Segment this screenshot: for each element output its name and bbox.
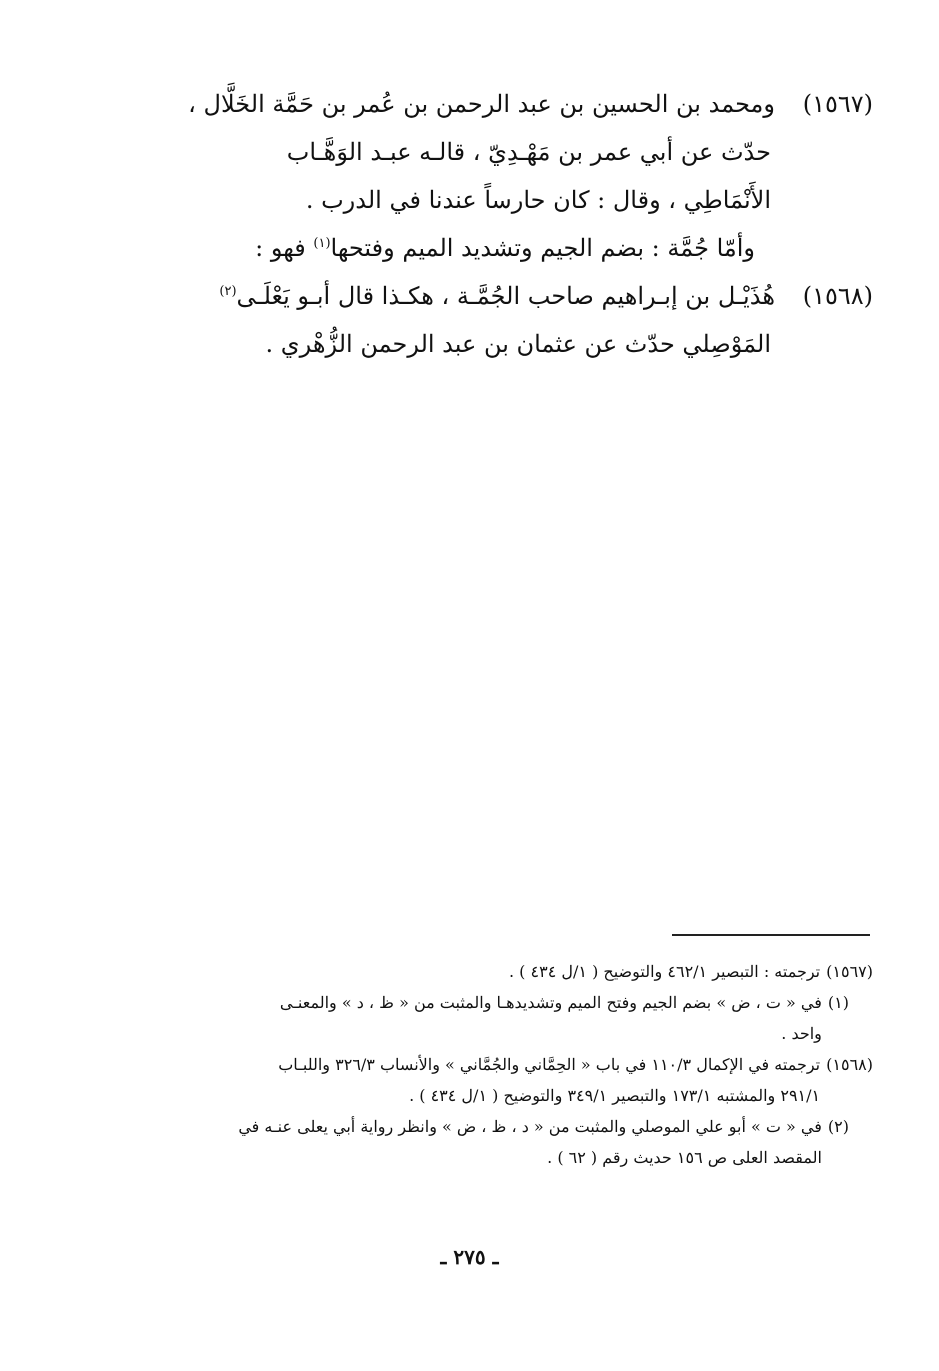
footnote-text [130,1049,820,1111]
jumma-text: وأمّا جُمَّة : بضم الجيم وتشديد الميم وفتحها [330,234,755,262]
footnote-text [130,1111,822,1173]
footnote-line: ترجمته : التبصير ٤٦٢/١ والتوضيح ( ١/ل ٤٣٤ ) . [509,962,821,981]
page-number: ـ ٢٧٥ ـ [440,1245,499,1269]
footnote-label: (٢) [827,1117,849,1136]
entry-number: (١٥٦٨) [802,282,873,310]
footnote-marker: (١) [313,236,331,251]
entry-line [160,272,775,320]
entry-line: ومحمد بن الحسين بن عبد الرحمن بن عُمر بن حَمَّة الخَلَّال ، [188,90,775,118]
entry-line: حدّث عن أبي عمر بن مَهْـدِيّ ، قالـه عبـد الوَهَّـاب [286,138,771,166]
footnote-line: ترجمته في الإكمال ١١٠/٣ في باب « الحِمَّاني والجُمَّاني » والأنساب ٣٢٦/٣ واللبـاب [278,1055,821,1074]
footnote-text [130,987,822,1049]
footnote-line: في « ت » أبو علي الموصلي والمثبت من « د ، ظ ، ض » وانظر رواية أبي يعلى عنـه في [238,1117,822,1136]
entry-body [160,80,775,272]
entry-line: الأَنْمَاطِي ، وقال : كان حارساً عندنا في الدرب . [305,186,771,214]
main-text [160,80,873,368]
footnote-text [130,956,820,987]
entry-line-text: هُذَيْـل بن إبـراهيم صاحب الجُمَّـة ، هكـذا قال أبـو يَعْلَـى [236,282,775,310]
jumma-text-end: فهو : [255,234,314,262]
footnote-label: (١٥٦٨) [826,1055,873,1074]
entry-1568 [160,272,873,368]
footnote [130,1049,873,1111]
footnote-line: واحد . [781,1024,822,1043]
footnote-label: (١٥٦٧) [826,962,873,981]
footnote-marker: (٢) [219,284,237,299]
footnote [130,987,873,1049]
footnotes [130,956,873,1173]
footnote-line: في « ت ، ض » بضم الجيم وفتح الميم وتشديدهـا والمثبت من « ظ ، د » والمعنـى [279,993,822,1012]
footnote-line: ٢٩١/١ والمشتبه ١٧٣/١ والتبصير ٣٤٩/١ والتوضيح ( ١/ل ٤٣٤ ) . [409,1086,821,1105]
entry-line: المَوْصِلي حدّث عن عثمان بن عبد الرحمن الزُّهْري . [265,330,771,358]
footnote [130,1111,873,1173]
entry-number: (١٥٦٧) [802,90,873,118]
entry-body [160,272,775,368]
footnote-label: (١) [827,993,849,1012]
jumma-line [160,224,775,272]
entry-1567 [160,80,873,272]
footnote-line: المقصد العلى ص ١٥٦ حديث رقم ( ٦٢ ) . [547,1148,822,1167]
footnote-divider [672,934,870,936]
footnote [130,956,873,987]
